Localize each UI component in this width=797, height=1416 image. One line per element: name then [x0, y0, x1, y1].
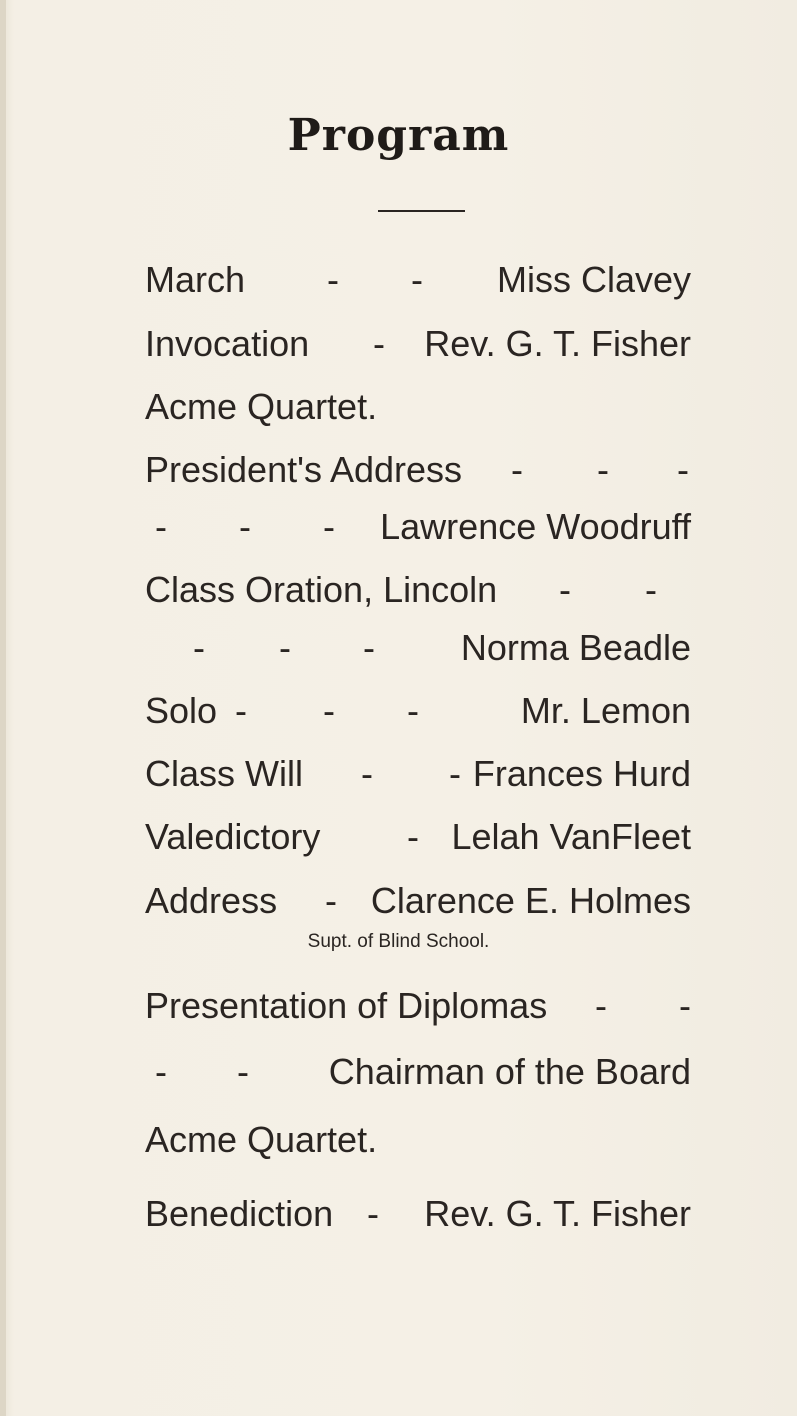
item-part: Class Oration, Lincoln: [145, 569, 498, 610]
item-dash: -: [595, 985, 607, 1026]
item-person: Lelah VanFleet: [451, 816, 691, 857]
item-dash: -: [327, 259, 339, 300]
item-dash: -: [407, 816, 419, 857]
item-dash: -: [597, 449, 609, 490]
item-part: Class Will: [145, 753, 303, 794]
item-dash: -: [325, 880, 337, 921]
item-person: Lawrence Woodruff: [380, 506, 691, 547]
item-dash: -: [237, 1051, 249, 1092]
item-person: Norma Beadle: [460, 627, 691, 668]
item-dash: -: [373, 323, 385, 364]
program-item-march: [145, 256, 691, 304]
program-item-acme-quartet: [145, 383, 691, 431]
item-person: Frances Hurd: [472, 753, 691, 794]
item-part: Acme Quartet.: [145, 386, 378, 427]
item-dash: -: [677, 449, 689, 490]
item-person: Mr. Lemon: [520, 690, 691, 731]
program-item-class-oration-speaker: [145, 624, 691, 672]
item-part: Address: [145, 880, 278, 921]
item-dash: -: [363, 627, 375, 668]
title-underline: [378, 210, 465, 212]
item-person: Rev. G. T. Fisher: [424, 1193, 691, 1234]
item-dash: -: [239, 506, 251, 547]
program-item-solo: [145, 687, 691, 735]
item-dash: -: [679, 985, 691, 1026]
item-person: Rev. G. T. Fisher: [424, 323, 691, 364]
item-dash: -: [235, 690, 247, 731]
item-part: Invocation: [145, 323, 310, 364]
item-person: Miss Clavey: [496, 259, 691, 300]
item-person: Clarence E. Holmes: [370, 880, 691, 921]
program-item-presidents-address-speaker: [145, 503, 691, 551]
program-item-benediction: [145, 1190, 691, 1238]
item-dash: -: [645, 569, 657, 610]
item-part: Acme Quartet.: [145, 1119, 378, 1160]
item-dash: -: [411, 259, 423, 300]
address-speaker-note: Supt. of Blind School.: [307, 931, 490, 952]
item-dash: -: [449, 753, 461, 794]
program-item-valedictory: [145, 813, 691, 861]
item-dash: -: [407, 690, 419, 731]
item-dash: -: [323, 690, 335, 731]
paper-edge: [0, 0, 6, 1416]
program-item-class-will: [145, 750, 691, 798]
item-part: Benediction: [145, 1193, 334, 1234]
item-dash: -: [367, 1193, 379, 1234]
program-item-invocation: [145, 320, 691, 368]
program-item-acme-quartet-closing: [145, 1116, 691, 1164]
item-part: President's Address: [145, 449, 463, 490]
item-person: Chairman of the Board: [328, 1051, 691, 1092]
program-item-class-oration: [145, 566, 691, 614]
program-item-address: [145, 877, 691, 925]
item-dash: -: [155, 506, 167, 547]
item-part: March: [145, 259, 246, 300]
program-item-presidents-address: [145, 446, 691, 494]
item-dash: -: [279, 627, 291, 668]
item-part: Valedictory: [145, 816, 321, 857]
item-dash: -: [361, 753, 373, 794]
item-dash: -: [559, 569, 571, 610]
item-dash: -: [155, 1051, 167, 1092]
item-dash: -: [193, 627, 205, 668]
item-part: Solo: [145, 690, 218, 731]
program-item-presentation-of-diplomas: [145, 982, 691, 1030]
item-dash: -: [323, 506, 335, 547]
item-dash: -: [511, 449, 523, 490]
program-item-presentation-speaker: [145, 1048, 691, 1096]
program-title: Program: [287, 110, 510, 161]
item-part: Presentation of Diplomas: [145, 985, 548, 1026]
